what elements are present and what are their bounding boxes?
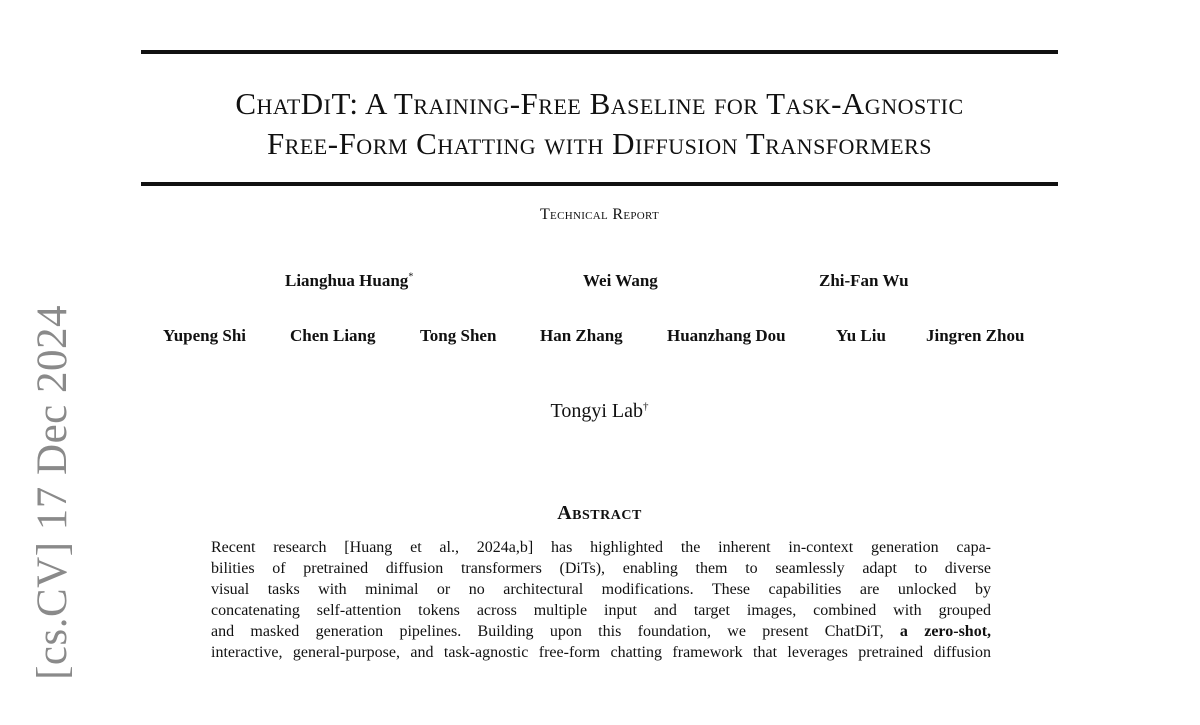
affiliation-name: Tongyi Lab: [550, 400, 643, 422]
arxiv-stamp-text: [cs.CV] 17 Dec 2024: [29, 305, 76, 680]
abstract-line: bilities of pretrained diffusion transformers (DiTs), enabling them to seamlessly adapt to diverse: [211, 560, 991, 577]
abstract-heading: Abstract: [557, 502, 642, 524]
title-bottom-rule: [141, 182, 1058, 186]
title-line-2: Free-Form Chatting with Diffusion Transformers: [266, 126, 933, 161]
title-line-1: ChatDiT: A Training-Free Baseline for Task-Agnostic: [235, 86, 964, 121]
author-tong-shen: Tong Shen: [420, 326, 497, 345]
abstract-line: interactive, general-purpose, and task-agnostic free-form chatting framework that leverages pretrained diffusion: [211, 644, 991, 661]
author-name: Lianghua Huang: [285, 271, 409, 290]
author-chen-liang: Chen Liang: [290, 326, 376, 345]
author-mark: *: [408, 271, 414, 283]
author-zhi-fan-wu: [819, 271, 909, 291]
author-jingren-zhou: Jingren Zhou: [926, 326, 1025, 345]
abstract-line: visual tasks with minimal or no architectural modifications. These capabilities are unlocked by: [211, 581, 991, 598]
abstract-line: Recent research [Huang et al., 2024a,b] has highlighted the inherent in-context generation capa-: [211, 539, 991, 556]
author-han-zhang: Han Zhang: [540, 326, 623, 345]
title-top-rule: [141, 50, 1058, 54]
affiliation-mark: †: [642, 400, 649, 413]
abstract-bold-phrase: a zero-shot,: [899, 623, 992, 640]
author-wei-wang: [583, 271, 658, 291]
author-huanzhang-dou: Huanzhang Dou: [667, 326, 786, 345]
paper-title: [141, 84, 1058, 164]
abstract-body: [211, 537, 992, 661]
abstract-line-text: and masked generation pipelines. Building upon this foundation, we present ChatDiT,: [211, 623, 884, 640]
report-type-label: Technical Report: [539, 206, 660, 223]
abstract-line: concatenating self-attention tokens across multiple input and target images, combined with grouped: [211, 602, 991, 619]
abstract-line: [211, 621, 991, 642]
affiliation: [141, 400, 1058, 423]
author-name: Wei Wang: [583, 271, 658, 290]
author-lianghua-huang: [285, 271, 413, 291]
author-name: Zhi-Fan Wu: [819, 271, 909, 290]
arxiv-margin-stamp: [23, 305, 83, 680]
author-yupeng-shi: Yupeng Shi: [163, 326, 247, 345]
author-yu-liu: Yu Liu: [836, 326, 886, 345]
